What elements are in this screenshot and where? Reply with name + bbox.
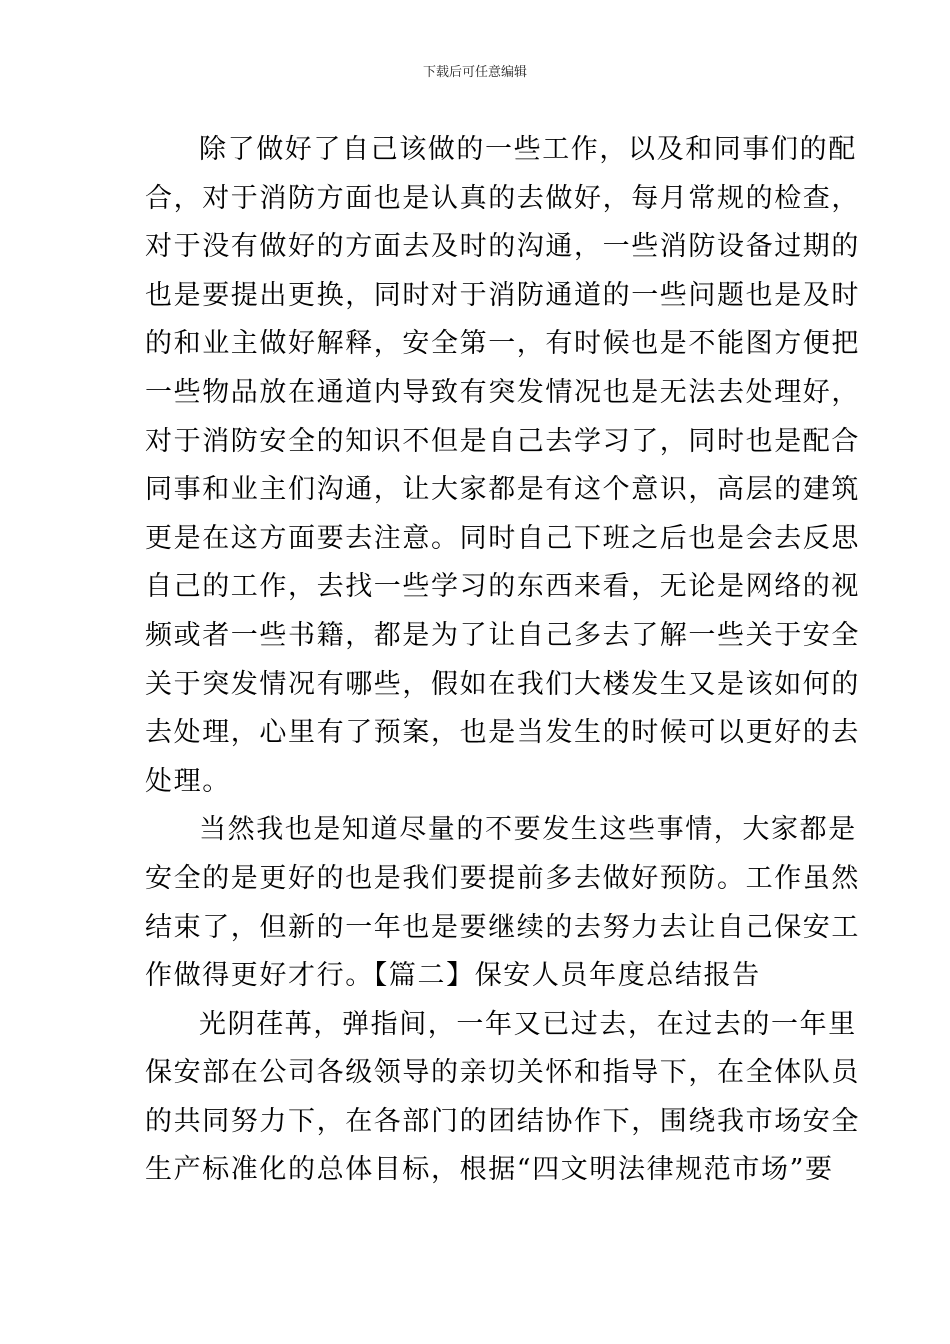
text-line: 作做得更好才行。【篇二】保安人员年度总结报告 xyxy=(145,960,761,992)
text-line: 生产标准化的总体目标，根据“四文明法律规范市场”要 xyxy=(145,1154,834,1186)
text-line: 一些物品放在通道内导致有突发情况也是无法去处理好， xyxy=(145,376,860,408)
text-line: 自己的工作，去找一些学习的东西来看，无论是网络的视 xyxy=(145,571,860,603)
text-line: 保安部在公司各级领导的亲切关怀和指导下，在全体队员 xyxy=(145,1057,860,1089)
text-line: 光阴荏苒，弹指间，一年又已过去，在过去的一年里 xyxy=(199,1008,857,1040)
page-header: 下载后可任意编辑 xyxy=(422,65,527,80)
text-line: 安全的是更好的也是我们要提前多去做好预防。工作虽然 xyxy=(145,862,860,894)
text-line: 去处理，心里有了预案，也是当发生的时候可以更好的去 xyxy=(145,717,860,749)
text-line: 对于消防安全的知识不但是自己去学习了，同时也是配合 xyxy=(145,425,860,457)
document-body xyxy=(145,126,860,1195)
text-line: 更是在这方面要去注意。同时自己下班之后也是会去反思 xyxy=(145,522,860,554)
text-line: 同事和业主们沟通，让大家都是有这个意识，高层的建筑 xyxy=(145,474,860,506)
paragraph xyxy=(145,806,860,1000)
text-line: 的共同努力下，在各部门的团结协作下，围绕我市场安全 xyxy=(145,1105,860,1137)
text-line: 关于突发情况有哪些，假如在我们大楼发生又是该如何的 xyxy=(145,668,860,700)
paragraph xyxy=(145,126,860,806)
text-line: 的和业主做好解释，安全第一，有时候也是不能图方便把 xyxy=(145,328,860,360)
text-line: 当然我也是知道尽量的不要发生这些事情，大家都是 xyxy=(199,814,857,846)
text-line: 结束了，但新的一年也是要继续的去努力去让自己保安工 xyxy=(145,911,860,943)
text-line: 频或者一些书籍，都是为了让自己多去了解一些关于安全 xyxy=(145,619,860,651)
paragraph xyxy=(145,1001,860,1195)
text-line: 处理。 xyxy=(145,765,231,797)
text-line: 对于没有做好的方面去及时的沟通，一些消防设备过期的 xyxy=(145,231,860,263)
text-line: 也是要提出更换，同时对于消防通道的一些问题也是及时 xyxy=(145,279,860,311)
text-line: 除了做好了自己该做的一些工作，以及和同事们的配 xyxy=(199,134,857,165)
text-line: 合，对于消防方面也是认真的去做好，每月常规的检查， xyxy=(145,182,860,214)
